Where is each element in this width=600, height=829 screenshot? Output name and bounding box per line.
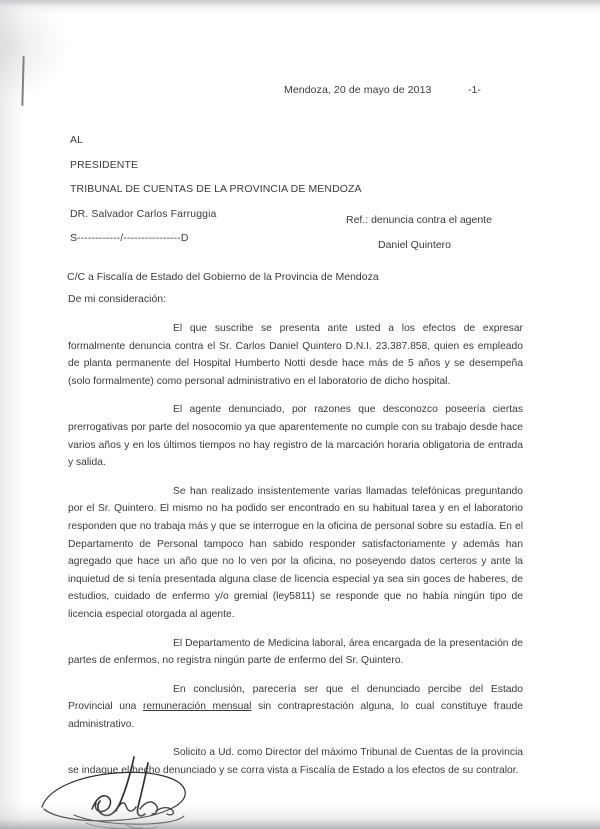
- reference-label: Ref.: denuncia contra el agente: [346, 214, 492, 226]
- document-body: [68, 320, 523, 791]
- addressee-line-sd: S------------/----------------D: [70, 232, 189, 244]
- page-number: -1-: [468, 84, 481, 96]
- body-paragraph-6: Solicito a Ud. como Director del máximo Tribunal de Cuentas de la provincia se indague el hecho denunciado y se corra vista a Fiscalía de Estado a los efectos de su contralor.: [68, 747, 523, 777]
- addressee-line-person: DR. Salvador Carlos Farruggia: [70, 207, 217, 220]
- carbon-copy-line: C/C a Fiscalía de Estado del Gobierno de la Provincia de Mendoza: [67, 271, 379, 283]
- handwritten-signature: [30, 745, 260, 829]
- reference-block: [346, 214, 492, 251]
- salutation: De mi consideración:: [68, 293, 167, 305]
- body-paragraph-2: El agente denunciado, por razones que desconozco poseería ciertas prerrogativas por parte del nosocomio ya que aparentemente no cumple con su trabajo desde hace varios años y en los últimos tiempos no hay registro de la marcación horaria obligatoria de entrada y salida.: [68, 404, 523, 469]
- body-paragraph-1: El que suscribe se presenta ante usted a los efectos de expresar formalmente denuncia contra el Sr. Carlos Daniel Quintero D.N.I. 23.387.858, quien es empleado de planta permanente del Hospital Humberto Notti desde hace más de 5 años y se desempeña (solo formalmente) como personal administrativo en el laboratorio de dicho hospital.: [68, 323, 523, 387]
- addressee-line-al: AL: [70, 134, 84, 146]
- addressee-line-institution: TRIBUNAL DE CUENTAS DE LA PROVINCIA DE MENDOZA: [70, 183, 362, 195]
- body-paragraph-4: El Departamento de Medicina laboral, área encargada de la presentación de partes de enfermos, no registra ningún parte de enfermo del Sr. Quintero.: [68, 637, 523, 667]
- paragraph-5-text-after: sin contraprestación alguna, lo cual constituye fraude administrativo.: [68, 701, 523, 730]
- place-and-date: Mendoza, 20 de mayo de 2013: [284, 84, 432, 96]
- paragraph-5-text-before: En conclusión, parecería ser que el denunciado percibe del Estado Provincial una: [68, 683, 523, 713]
- scan-shadow-left-edge: [0, 0, 26, 829]
- paragraph-5-underlined-phrase: remuneración mensual: [142, 701, 252, 713]
- margin-pen-mark: [21, 56, 24, 106]
- scan-shadow-top-edge: [0, 0, 600, 14]
- body-paragraph-3: Se han realizado insistentemente varias llamadas telefónicas preguntando por el Sr. Quintero. El mismo no ha podido ser encontrado en su habitual tarea y en el laboratorio responden que no trabaja más y que se interrogue en la oficina de personal sobre su estadía. En el Departamento de Personal tampoco han sabido responder satisfactoriamente y además han agregado que hace un año que no lo ven por la oficina, no poseyendo datos certeros y ante la inquietud de si tenía presentada alguna clase de licencia especial ya sea sin goces de haberes, de estudios, cuidado de enfermo y/o gremial (ley5811) se responde que no había ningún tipo de licencia especial otorgada al agente.: [68, 485, 523, 620]
- body-paragraph-5: [68, 681, 523, 734]
- addressee-line-presidente: PRESIDENTE: [70, 158, 139, 171]
- scan-smudge-artifact: [0, 10, 70, 100]
- reference-subject-name: Daniel Quintero: [378, 239, 451, 251]
